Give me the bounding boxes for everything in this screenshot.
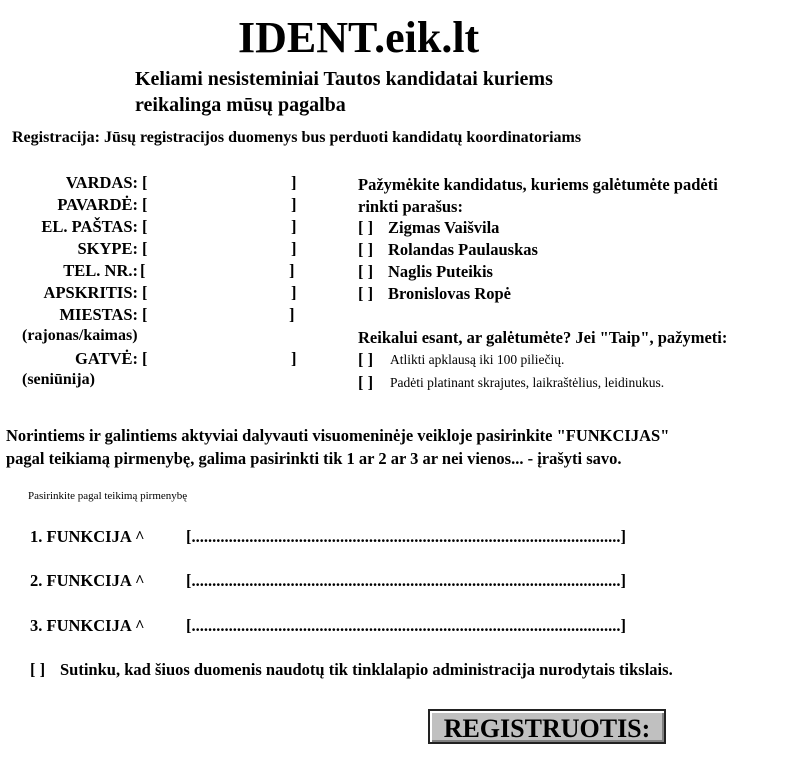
candidates-heading-line-1: Pažymėkite kandidatus, kuriems galėtumėte padėti xyxy=(358,175,718,194)
apskritis-bracket-open: [ xyxy=(142,283,148,302)
skype-bracket-open: [ xyxy=(142,239,148,258)
miestas-input[interactable] xyxy=(152,306,286,324)
candidate-checkbox[interactable]: [ ] xyxy=(358,240,374,259)
apskritis-input[interactable] xyxy=(152,284,288,302)
candidate-item[interactable] xyxy=(358,218,499,238)
agree-text: Sutinku, kad šiuos duomenis naudotų tik tinklalapio administracija nurodytais tikslais. xyxy=(60,660,673,679)
tel-nr-bracket-close: ] xyxy=(289,261,295,280)
candidate-name: Bronislovas Ropė xyxy=(388,284,512,303)
functions-paragraph-line-1: Norintiems ir galintiems aktyviai dalyvauti visuomeninėje veikloje pasirinkite "FUNKCIJAS" xyxy=(6,426,670,445)
skype-input[interactable] xyxy=(152,240,288,258)
gatve-input[interactable] xyxy=(152,350,288,368)
functions-paragraph-line-2: pagal teikiamą pirmenybę, galima pasirinkti tik 1 ar 2 ar 3 ar nei vienos... - įrašyti savo. xyxy=(6,449,622,468)
function-2-field[interactable]: [........................................................................................................] xyxy=(186,571,626,590)
el-pastas-input[interactable] xyxy=(152,218,288,236)
function-1-field[interactable]: [........................................................................................................] xyxy=(186,527,626,546)
function-3-label[interactable]: 3. FUNKCIJA ^ xyxy=(30,616,145,635)
candidates-heading-line-2: rinkti parašus: xyxy=(358,197,463,216)
subtitle-line-2: reikalinga mūsų pagalba xyxy=(135,94,346,116)
function-2-label[interactable]: 2. FUNKCIJA ^ xyxy=(30,571,145,590)
el-pastas-bracket-open: [ xyxy=(142,217,148,236)
site-title: IDENT.eik.lt xyxy=(238,13,480,62)
gatve-bracket-open: [ xyxy=(142,349,148,368)
pavarde-bracket-open: [ xyxy=(142,195,148,214)
function-3-field[interactable]: [........................................................................................................] xyxy=(186,616,626,635)
apskritis-bracket-close: ] xyxy=(291,283,297,302)
subtitle-line-1: Keliami nesisteminiai Tautos kandidatai kuriems xyxy=(135,68,553,90)
miestas-label: MIESTAS: xyxy=(59,305,138,324)
help-checkbox-2[interactable]: [ ] xyxy=(358,373,374,392)
skype-bracket-close: ] xyxy=(291,239,297,258)
tel-nr-bracket-open: [ xyxy=(140,261,146,280)
help-option-2: Padėti platinant skrajutes, laikraštėlius, leidinukus. xyxy=(390,375,665,390)
vardas-input[interactable] xyxy=(152,174,288,192)
tel-nr-label: TEL. NR.: xyxy=(63,261,138,280)
register-button[interactable]: REGISTRUOTIS: xyxy=(428,709,666,744)
candidate-checkbox[interactable]: [ ] xyxy=(358,218,374,237)
gatve-sublabel: (seniūnija) xyxy=(22,371,95,388)
pavarde-input[interactable] xyxy=(152,196,288,214)
candidate-name: Naglis Puteikis xyxy=(388,262,493,281)
functions-hint: Pasirinkite pagal teikimą pirmenybę xyxy=(28,490,188,502)
function-1-label[interactable]: 1. FUNKCIJA ^ xyxy=(30,527,145,546)
el-pastas-bracket-close: ] xyxy=(291,217,297,236)
candidate-name: Zigmas Vaišvila xyxy=(388,218,500,237)
pavarde-label: PAVARDĖ: xyxy=(57,195,138,214)
candidate-item[interactable] xyxy=(358,262,493,282)
el-pastas-label: EL. PAŠTAS: xyxy=(41,217,138,236)
registration-notice: Registracija: Jūsų registracijos duomenys bus perduoti kandidatų koordinatoriams xyxy=(12,129,582,146)
candidate-name: Rolandas Paulauskas xyxy=(388,240,538,259)
miestas-bracket-open: [ xyxy=(142,305,148,324)
apskritis-label: APSKRITIS: xyxy=(43,283,138,302)
skype-label: SKYPE: xyxy=(77,239,138,258)
gatve-label: GATVĖ: xyxy=(75,349,138,368)
help-checkbox-1[interactable]: [ ] xyxy=(358,350,374,369)
agree-row[interactable] xyxy=(30,660,673,680)
candidate-checkbox[interactable]: [ ] xyxy=(358,262,374,281)
vardas-label: VARDAS: xyxy=(65,173,138,192)
vardas-bracket-close: ] xyxy=(291,173,297,192)
help-heading: Reikalui esant, ar galėtumėte? Jei "Taip", pažymeti: xyxy=(358,328,728,347)
miestas-bracket-close: ] xyxy=(289,305,295,324)
tel-nr-input[interactable] xyxy=(150,262,286,280)
candidate-checkbox[interactable]: [ ] xyxy=(358,284,374,303)
agree-checkbox[interactable]: [ ] xyxy=(30,660,46,679)
miestas-sublabel: (rajonas/kaimas) xyxy=(22,327,138,344)
pavarde-bracket-close: ] xyxy=(291,195,297,214)
candidate-item[interactable] xyxy=(358,240,538,260)
vardas-bracket-open: [ xyxy=(142,173,148,192)
gatve-bracket-close: ] xyxy=(291,349,297,368)
help-option-1: Atlikti apklausą iki 100 piliečių. xyxy=(390,352,565,367)
candidate-item[interactable] xyxy=(358,284,511,304)
